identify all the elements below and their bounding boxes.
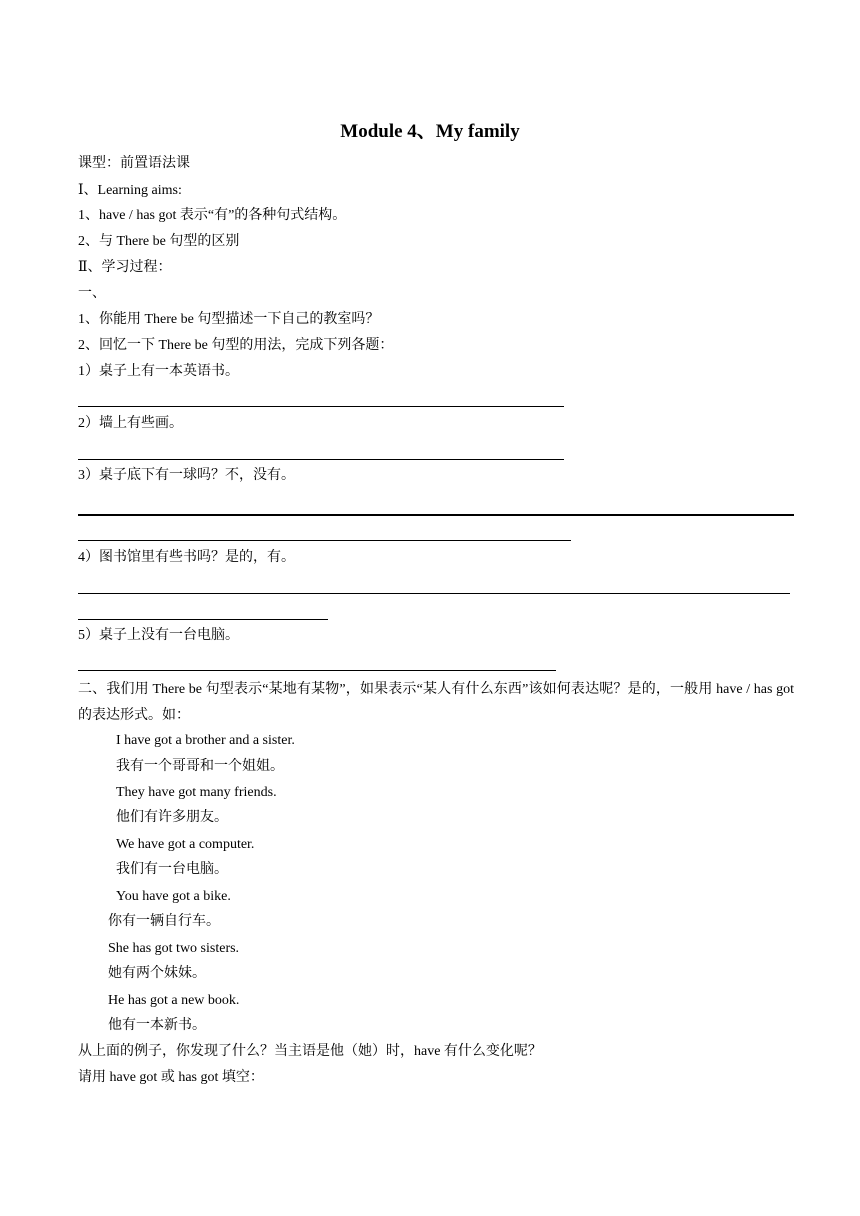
exercise-item-4: 4）图书馆里有些书吗？是的，有。 <box>78 550 295 565</box>
example-1-zh: 我有一个哥哥和一个姐姐。 <box>116 759 284 774</box>
reflection-question: 从上面的例子，你发现了什么？当主语是他（她）时，have 有什么变化呢？ <box>78 1044 542 1059</box>
example-4-en: You have got a bike. <box>116 889 231 904</box>
example-3-en: We have got a computer. <box>116 837 255 852</box>
example-6-zh: 他有一本新书。 <box>108 1018 206 1033</box>
aim-2: 2、与 There be 句型的区别 <box>78 234 240 249</box>
answer-line-3b[interactable] <box>78 540 571 541</box>
course-type: 课型：前置语法课 <box>78 156 190 171</box>
section1-heading: Ⅰ、Learning aims: <box>78 183 182 198</box>
fill-instruction: 请用 have got 或 has got 填空： <box>78 1070 264 1085</box>
exercise-item-2: 2）墙上有些画。 <box>78 416 183 431</box>
exercise-item-1: 1）桌子上有一本英语书。 <box>78 364 239 379</box>
answer-line-1[interactable] <box>78 406 564 407</box>
part1-marker: 一、 <box>78 286 106 301</box>
example-4-zh: 你有一辆自行车。 <box>108 914 220 929</box>
exercise-item-5: 5）桌子上没有一台电脑。 <box>78 628 239 643</box>
section2-heading: Ⅱ、学习过程： <box>78 260 172 275</box>
example-1-en: I have got a brother and a sister. <box>116 733 295 748</box>
exercise-item-3: 3）桌子底下有一球吗？不，没有。 <box>78 468 295 483</box>
example-5-zh: 她有两个妹妹。 <box>108 966 206 981</box>
answer-line-4b[interactable] <box>78 619 328 620</box>
question-2: 2、回忆一下 There be 句型的用法，完成下列各题： <box>78 338 394 353</box>
example-2-en: They have got many friends. <box>116 785 277 800</box>
aim-1: 1、have / has got 表示“有”的各种句式结构。 <box>78 208 347 223</box>
answer-line-2[interactable] <box>78 459 564 460</box>
answer-line-4a[interactable] <box>78 593 790 594</box>
answer-line-3a[interactable] <box>78 514 794 516</box>
example-6-en: He has got a new book. <box>108 993 240 1008</box>
question-1: 1、你能用 There be 句型描述一下自己的教室吗？ <box>78 312 380 327</box>
page-title: Module 4、My family <box>340 121 520 142</box>
example-5-en: She has got two sisters. <box>108 941 240 956</box>
answer-line-5[interactable] <box>78 670 556 671</box>
example-2-zh: 他们有许多朋友。 <box>116 810 228 825</box>
part2-intro: 二、我们用 There be 句型表示“某地有某物”，如果表示“某人有什么东西”该如何表达呢？是的，一般用 have / has got 的表达形式。如： <box>78 682 794 723</box>
example-3-zh: 我们有一台电脑。 <box>116 862 228 877</box>
